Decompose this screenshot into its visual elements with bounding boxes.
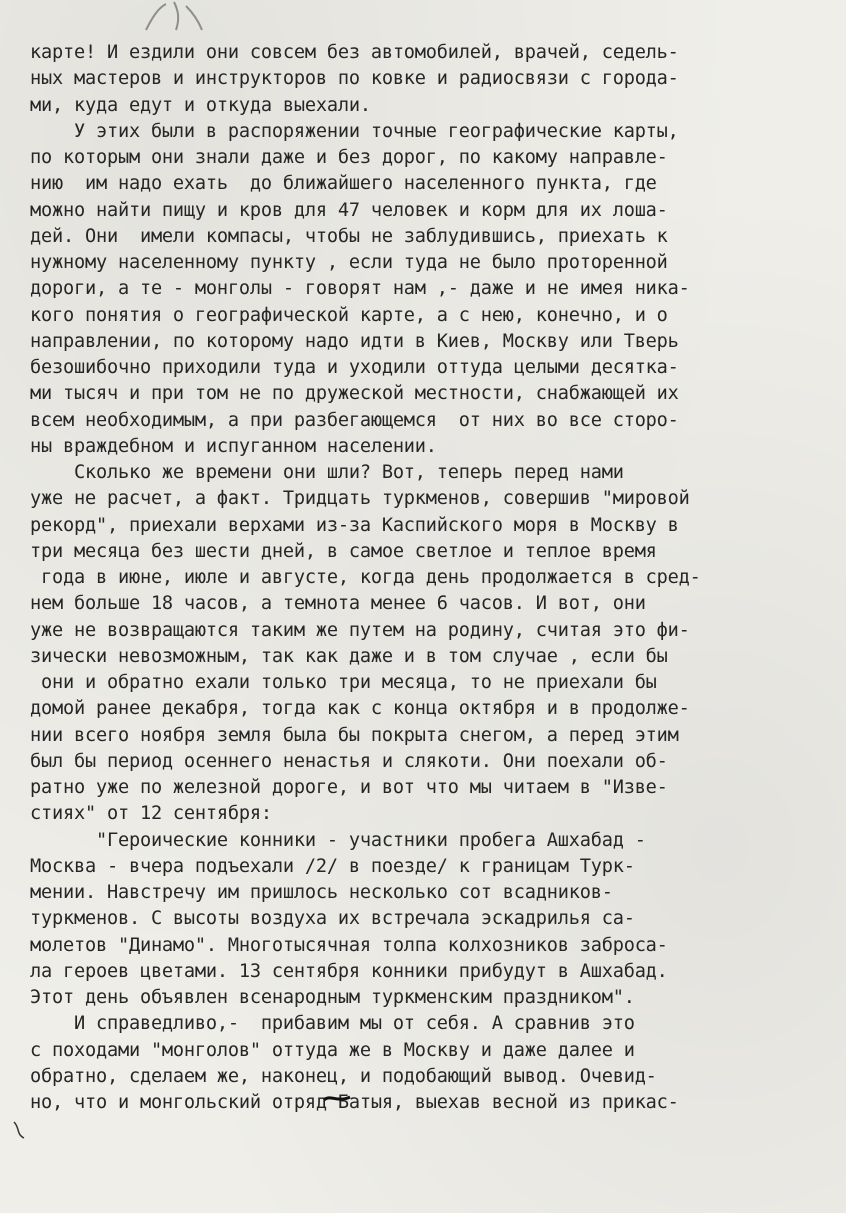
text-line: кого понятия о географической карте, а с нею, конечно, и о xyxy=(30,304,668,326)
handwritten-strike-mark xyxy=(322,1091,352,1107)
text-line: рекорд", приехали верхами из-за Каспийского моря в Москву в xyxy=(30,514,679,536)
text-line: ны враждебном и испуганном населении. xyxy=(30,435,437,457)
typewritten-page xyxy=(30,40,830,1116)
text-line: но, что и монгольский отряд Батыя, выехав весной из прикас- xyxy=(30,1092,679,1113)
text-line: направлении, по которому надо идти в Киев, Москву или Тверь xyxy=(30,330,679,352)
text-line: нужному населенному пункту , если туда не было проторенной xyxy=(30,252,668,273)
text-line: уже не возвращаются таким же путем на родину, считая это фи- xyxy=(30,619,690,641)
text-line: всем необходимым, а при разбегающемся от них во все сторо- xyxy=(30,409,679,431)
text-line: они и обратно ехали только три месяца, то не приехали бы xyxy=(30,672,657,693)
text-line: дороги, а те - монголы - говорят нам ,- даже и не имея ника- xyxy=(30,278,690,300)
text-line: ми тысяч и при том не по дружеской местности, снабжающей их xyxy=(30,383,679,405)
text-line: Москва - вчера подъехали /2/ в поезде/ к границам Турк- xyxy=(30,855,635,877)
text-line: молетов "Динамо". Многотысячная толпа колхозников заброса- xyxy=(30,934,668,956)
text-line: мении. Навстречу им пришлось несколько сот всадников- xyxy=(30,882,613,903)
handwritten-margin-mark xyxy=(10,1118,28,1142)
text-line: уже не расчет, а факт. Тридцать туркменов, совершив "мировой xyxy=(30,488,690,510)
text-line: карте! И ездили они совсем без автомобилей, врачей, седель- xyxy=(30,42,679,63)
text-line: можно найти пищу и кров для 47 человек и корм для их лоша- xyxy=(30,199,668,221)
text-line: нии всего ноября земля была бы покрыта снегом, а перед этим xyxy=(30,724,679,746)
text-line: У этих были в распоряжении точные географические карты, xyxy=(30,120,679,142)
text-line: ла героев цветами. 13 сентября конники прибудут в Ашхабад. xyxy=(30,960,668,982)
text-line: по которым они знали даже и без дорог, по какому направле- xyxy=(30,147,668,168)
text-line: нем больше 18 часов, а темнота менее 6 часов. И вот, они xyxy=(30,593,646,615)
text-line: туркменов. С высоты воздуха их встречала эскадрилья са- xyxy=(30,908,635,930)
text-line: домой ранее декабря, тогда как с конца октября и в продолже- xyxy=(30,698,690,720)
text-line: зически невозможным, так как даже и в том случае , если бы xyxy=(30,645,668,667)
text-line: Этот день объявлен всенародным туркменским праздником". xyxy=(30,987,635,1008)
text-line: "Героические конники - участники пробега Ашхабад - xyxy=(30,829,646,851)
text-line: нию им надо ехать до ближайшего населенного пункта, где xyxy=(30,173,657,195)
text-line: года в июне, июле и августе, когда день продолжается в сред- xyxy=(30,567,701,588)
text-line: с походами "монголов" оттуда же в Москву и даже далее и xyxy=(30,1039,635,1061)
text-line: ми, куда едут и откуда выехали. xyxy=(30,94,371,116)
text-line: И справедливо,- прибавим мы от себя. А сравнив это xyxy=(30,1013,635,1035)
text-line: ных мастеров и инструкторов по ковке и радиосвязи с города- xyxy=(30,68,679,90)
text-line: обратно, сделаем же, наконец, и подобающий вывод. Очевид- xyxy=(30,1065,657,1087)
text-line: три месяца без шести дней, в самое светлое и теплое время xyxy=(30,540,657,562)
text-line: Сколько же времени они шли? Вот, теперь перед нами xyxy=(30,462,624,483)
text-line: ратно уже по железной дороге, и вот что мы читаем в "Изве- xyxy=(30,777,668,798)
text-line: безошибочно приходили туда и уходили оттуда целыми десятка- xyxy=(30,357,679,378)
text-line: стиях" от 12 сентября: xyxy=(30,803,272,825)
text-line: был бы период осеннего ненастья и слякоти. Они поехали об- xyxy=(30,750,668,772)
text-line: дей. Они имели компасы, чтобы не заблудившись, приехать к xyxy=(30,225,668,247)
ink-smudge xyxy=(140,0,210,36)
